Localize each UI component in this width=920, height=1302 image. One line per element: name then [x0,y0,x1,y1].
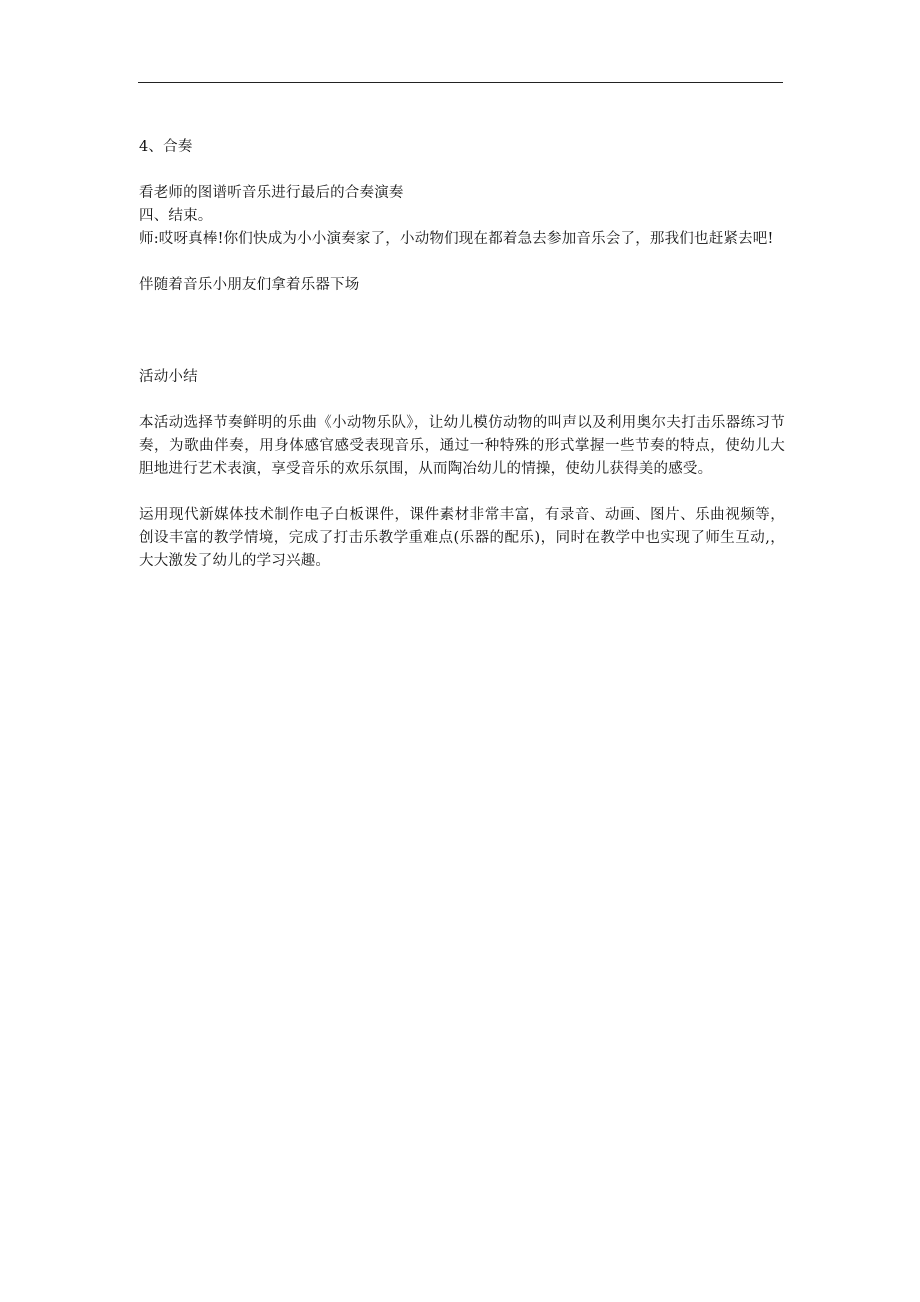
closing-line: 伴随着音乐小朋友们拿着乐器下场 [139,277,360,293]
summary-paragraph-1: 本活动选择节奏鲜明的乐曲《小动物乐队》，让幼儿模仿动物的叫声以及利用奥尔夫打击乐器练习节奏，为歌曲伴奏，用身体感官感受表现音乐，通过一种特殊的形式掌握一些节奏的特点，使幼儿大胆地进行艺术表演，享受音乐的欢乐氛围，从而陶冶幼儿的情操，使幼儿获得美的感受。 [139,415,785,477]
spacer [139,297,785,366]
section-4-heading: 4、合奏 [139,139,193,155]
spacer [139,389,785,412]
spacer [139,481,785,504]
spacer [139,159,785,182]
summary-paragraph-2: 运用现代新媒体技术制作电子白板课件，课件素材非常丰富，有录音、动画、图片、乐曲视频等，创设丰富的教学情境，完成了打击乐教学重难点(乐器的配乐)，同时在教学中也实现了师生互动,，大大激发了幼儿的学习兴趣。 [139,507,785,569]
section-end-heading: 四、结束。 [139,208,213,224]
spacer [139,251,785,274]
header-rule [138,82,783,83]
teacher-line: 师:哎呀真棒!你们快成为小小演奏家了，小动物们现在都着急去参加音乐会了，那我们也赶紧去吧! [139,231,774,247]
section-4-text: 看老师的图谱听音乐进行最后的合奏演奏 [139,185,404,201]
summary-heading: 活动小结 [139,369,198,385]
document-body [139,136,785,573]
